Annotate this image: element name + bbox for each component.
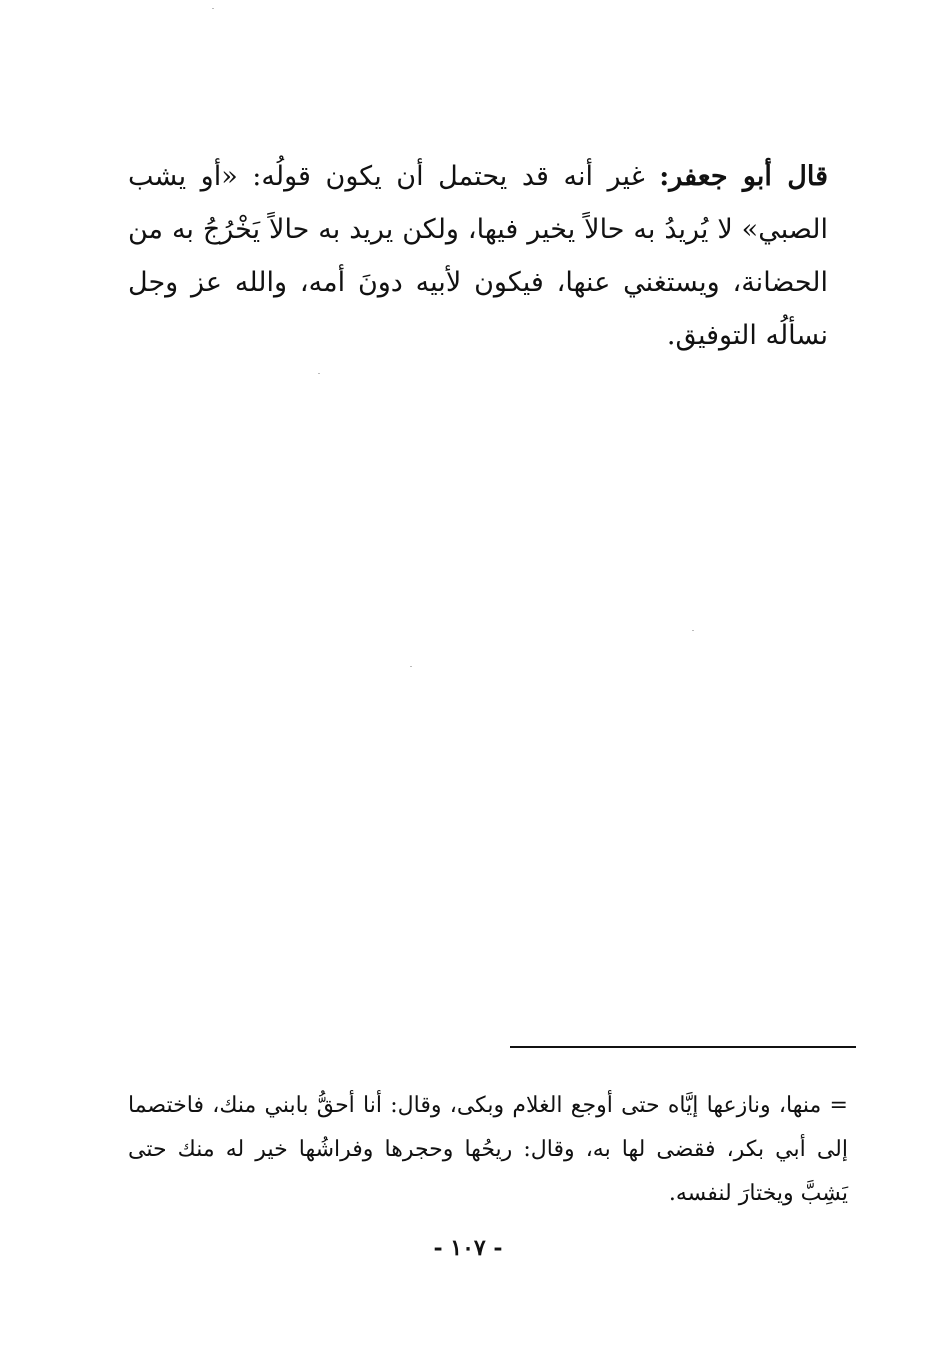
scan-speck	[692, 630, 694, 631]
page-number: - ١٠٧ -	[433, 1235, 503, 1261]
scan-speck	[212, 8, 214, 9]
scan-speck	[410, 666, 412, 667]
main-body-text: غير أنه قد يحتمل أن يكون قولُه: «أو يشب الصبي» لا يُريدُ به حالاً يخير فيها، ولكن يريد به حالاً يَخْرُجُ به من الحضانة، ويستغني عنها، فيكون لأبيه دونَ أمه، والله عز وجل نسألُه التوفيق.	[128, 161, 828, 351]
main-paragraph	[128, 150, 828, 362]
speaker-label: قال أبو جعفر:	[659, 161, 828, 192]
footnote-paragraph: = منها، ونازعها إيَّاه حتى أوجع الغلام وبكى، وقال: أنا أحقُّ بابني منك، فاختصما إلى أبي بكر، فقضى لها به، وقال: ريحُها وحجرها وفراشُها خير له منك حتى يَشِبَّ ويختارَ لنفسه.	[128, 1093, 848, 1206]
scan-speck	[318, 373, 320, 374]
footnote-separator	[510, 1046, 856, 1048]
